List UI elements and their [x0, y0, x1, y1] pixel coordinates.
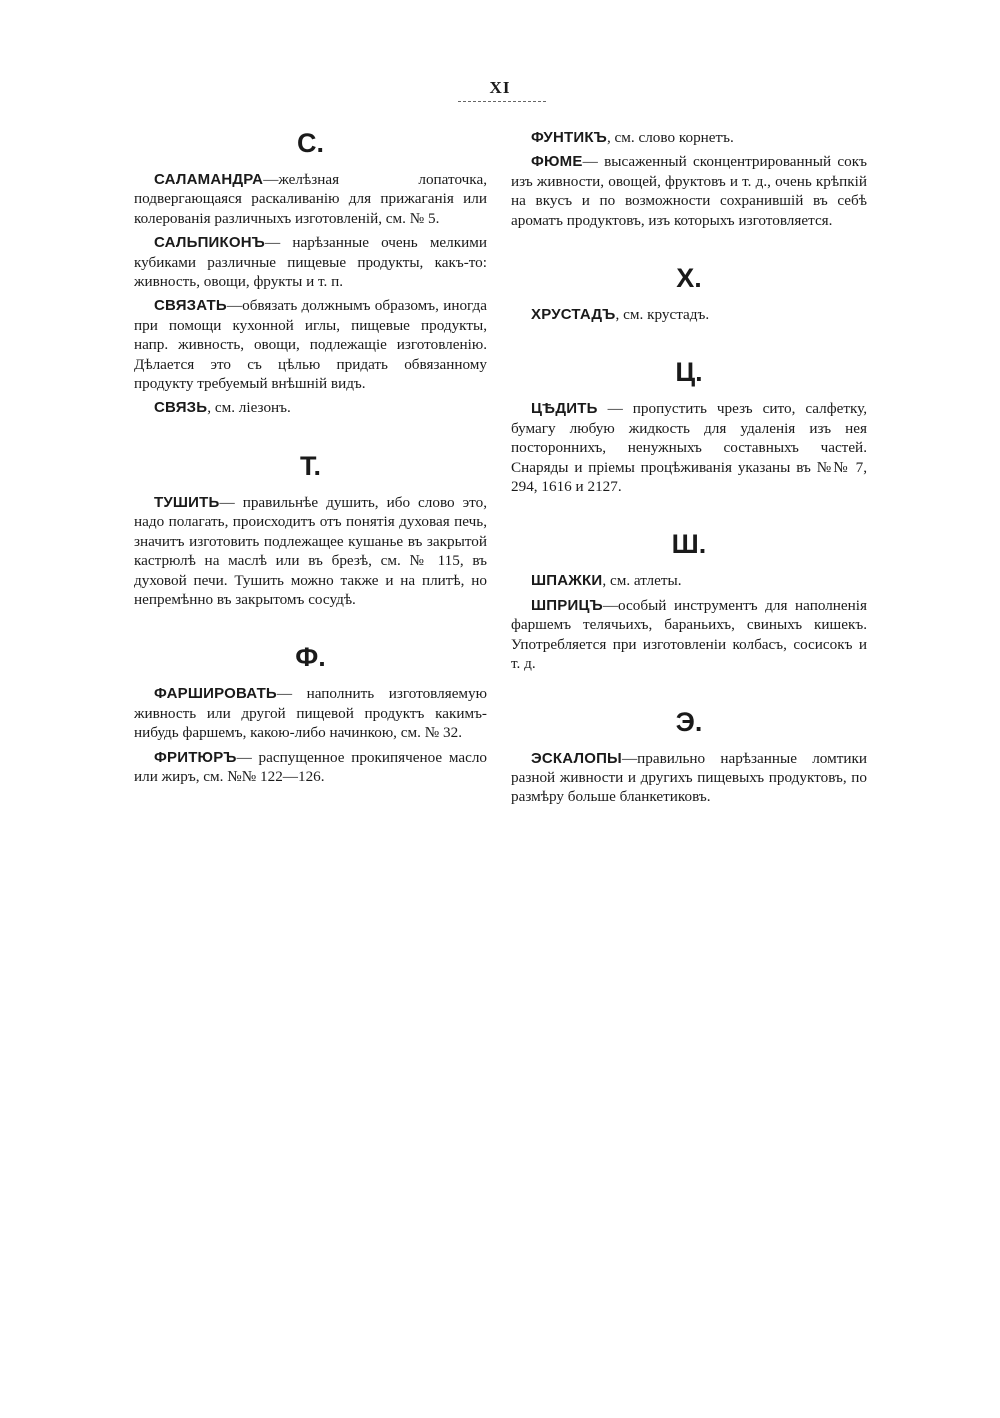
section-f-continued [511, 128, 867, 230]
dictionary-entry [134, 296, 487, 393]
entry-definition: , см. атлеты. [602, 572, 682, 590]
header-rule [458, 101, 546, 102]
section-kh [511, 261, 867, 324]
dictionary-entry [134, 398, 487, 417]
entry-term: ЦѢДИТЬ [531, 400, 598, 418]
section-s [134, 126, 487, 418]
entry-definition: — нарѣзанные очень мелкими кубиками различные пищевые продукты, какъ-то: живность, овощи, фрукты и т. п. [134, 234, 487, 291]
entry-term: ХРУСТАДЪ [531, 306, 616, 324]
entry-definition: , см. лiезонъ. [207, 399, 291, 417]
dictionary-entry [511, 152, 867, 230]
entry-definition: — наполнить изготовляемую живность или другой пищевой продуктъ какимъ-нибудь фаршемъ, какою-либо начинкою, см. № 32. [134, 685, 487, 742]
entry-term: САЛЬПИКОНЪ [154, 234, 266, 252]
section-letter: Ш. [671, 529, 707, 560]
dictionary-entry [511, 305, 867, 324]
section-letter: Т. [300, 450, 321, 481]
entry-definition: — пропустить чрезъ сито, салфетку, бумагу любую жидкость для удаленія изъ нея постороннихъ, ненужныхъ составныхъ частей. Снаряды и пріемы процѣживанія указаны въ №№ 7, 294, 1616 и 2127. [511, 400, 867, 496]
entry-term: ШПРИЦЪ [531, 596, 603, 614]
entry-definition: — правильнѣе душить, ибо слово это, надо полагать, происходитъ отъ понятія духовая печь, значитъ изготовить подлежащее кушанье въ закрытой кастрюлѣ на маслѣ или въ брезѣ, см. № 115, въ духовой печи. Тушить можно также и на плитѣ, но непремѣнно въ закрытомъ сосудѣ. [134, 493, 487, 608]
section-letter: Ф. [295, 642, 326, 673]
entry-term: ФРИТЮРЪ [154, 748, 237, 766]
dictionary-entry [511, 596, 867, 674]
entry-definition: — высаженный сконцентрированный сокъ изъ живности, овощей, фруктовъ и т. д., очень крѣпкій на вкусъ и по возможности сохранившій въ себѣ ароматъ продуктовъ, изъ которыхъ изготовляется. [511, 153, 867, 229]
entry-definition: —правильно нарѣзанные ломтики разной живности и другихъ пищевыхъ продуктовъ, по размѣру больше бланкетиковъ. [511, 749, 867, 806]
entry-term: СВЯЗЬ [154, 399, 208, 417]
entry-definition: , см. крустадъ. [615, 306, 710, 324]
section-t [134, 449, 487, 609]
entry-term: САЛАМАНДРА [154, 171, 264, 188]
dictionary-entry [511, 399, 867, 496]
section-letter: С. [297, 128, 324, 158]
dictionary-entry [134, 493, 487, 609]
section-letter: Х. [676, 263, 702, 294]
dictionary-entry [134, 684, 487, 742]
entry-term: ТУШИТЬ [154, 493, 220, 511]
entry-term: СВЯЗАТЬ [154, 297, 227, 315]
entry-term: ФАРШИРОВАТЬ [154, 685, 277, 703]
entry-definition: —особый инструментъ для наполненія фаршемъ телячьихъ, бараньихъ, свиныхъ кишекъ. Употребляется при изготовленіи колбасъ, сосисокъ и т. д. [511, 596, 867, 673]
section-sh [511, 527, 867, 673]
dictionary-entry [134, 233, 487, 291]
entry-definition: —обвязать должнымъ образомъ, иногда при помощи кухонной иглы, пищевые продукты, напр. живность, овощи, подлежащіе изготовленію. Дѣлается это съ цѣлью придать обвязанному продукту требуемый внѣшній видъ. [134, 297, 487, 393]
entry-term: ШПАЖКИ [531, 572, 603, 590]
page-number: XI [489, 78, 511, 97]
dictionary-entry [134, 748, 487, 787]
right-column [511, 118, 867, 812]
section-letter: Э. [675, 706, 703, 737]
section-f [134, 640, 487, 786]
entry-definition: , см. слово корнетъ. [606, 129, 734, 146]
section-ts [511, 355, 867, 496]
entry-term: ФЮМЕ [531, 153, 583, 171]
dictionary-entry [511, 749, 867, 807]
section-e [511, 705, 867, 807]
entry-term: ЭСКАЛОПЫ [531, 749, 622, 767]
left-column [134, 118, 487, 791]
dictionary-entry [511, 128, 867, 147]
dictionary-entry [134, 170, 487, 228]
dictionary-entry [511, 571, 867, 590]
entry-term: ФУНТИКЪ [531, 129, 607, 146]
section-letter: Ц. [675, 357, 703, 388]
entry-definition: — распущенное прокипяченое масло или жиръ, см. №№ 122—126. [134, 748, 487, 785]
entry-definition: —желѣзная лопаточка, подвергающаяся раскаливанію для прижаганія или колерованія различныхъ изготовленій, см. № 5. [134, 171, 487, 227]
